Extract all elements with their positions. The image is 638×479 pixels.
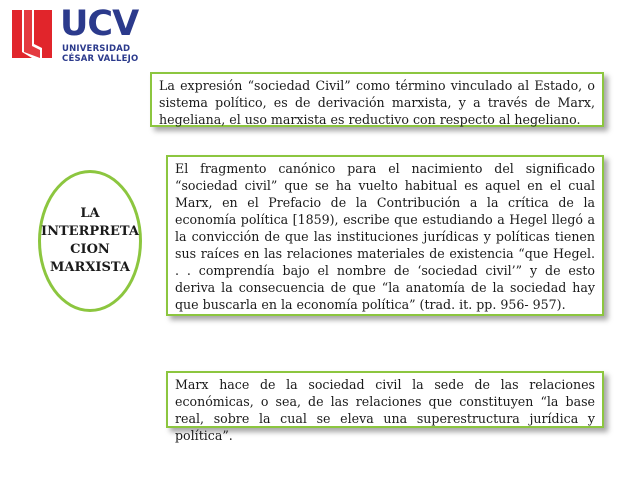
conclusion-text-box: Marx hace de la sociedad civil la sede de las relaciones económicas, o sea, de las relaciones que constituyen “la base real, sobre la cual se eleva una superestructura jurídica y política”. <box>166 371 604 428</box>
logo-name: CÉSAR VALLEJO <box>62 54 139 64</box>
ucv-shield-icon <box>10 6 54 62</box>
topic-line: CION <box>70 242 110 257</box>
quote-text-box: El fragmento canónico para el nacimiento del significado “sociedad civil” que se ha vuelto habitual es aquel en el cual Marx, en el Prefacio de la Contribución a la crítica de la economía política [1859), escribe que estudiando a Hegel llegó a la convicción de que las instituciones jurídicas y políticas tienen sus raíces en las relaciones materiales de existencia “que Hegel. . . comprendía bajo el nombre de ‘sociedad civil’” y de esto deriva la consecuencia de que “la anatomía de la sociedad hay que buscarla en la economía política” (trad. it. pp. 956- 957). <box>166 155 604 316</box>
logo-university: UNIVERSIDAD <box>62 44 131 54</box>
logo-letters: UCV <box>60 4 139 44</box>
ucv-logo <box>10 4 139 64</box>
topic-title <box>41 205 139 277</box>
topic-line: MARXISTA <box>50 260 130 275</box>
topic-line: LA <box>80 206 100 221</box>
intro-text-box: La expresión “sociedad Civil” como término vinculado al Estado, o sistema político, es de derivación marxista, y a través de Marx, hegeliana, el uso marxista es reductivo con respecto al hegeliano. <box>150 72 604 127</box>
topic-circle <box>38 170 142 312</box>
topic-line: INTERPRETA <box>41 224 139 239</box>
